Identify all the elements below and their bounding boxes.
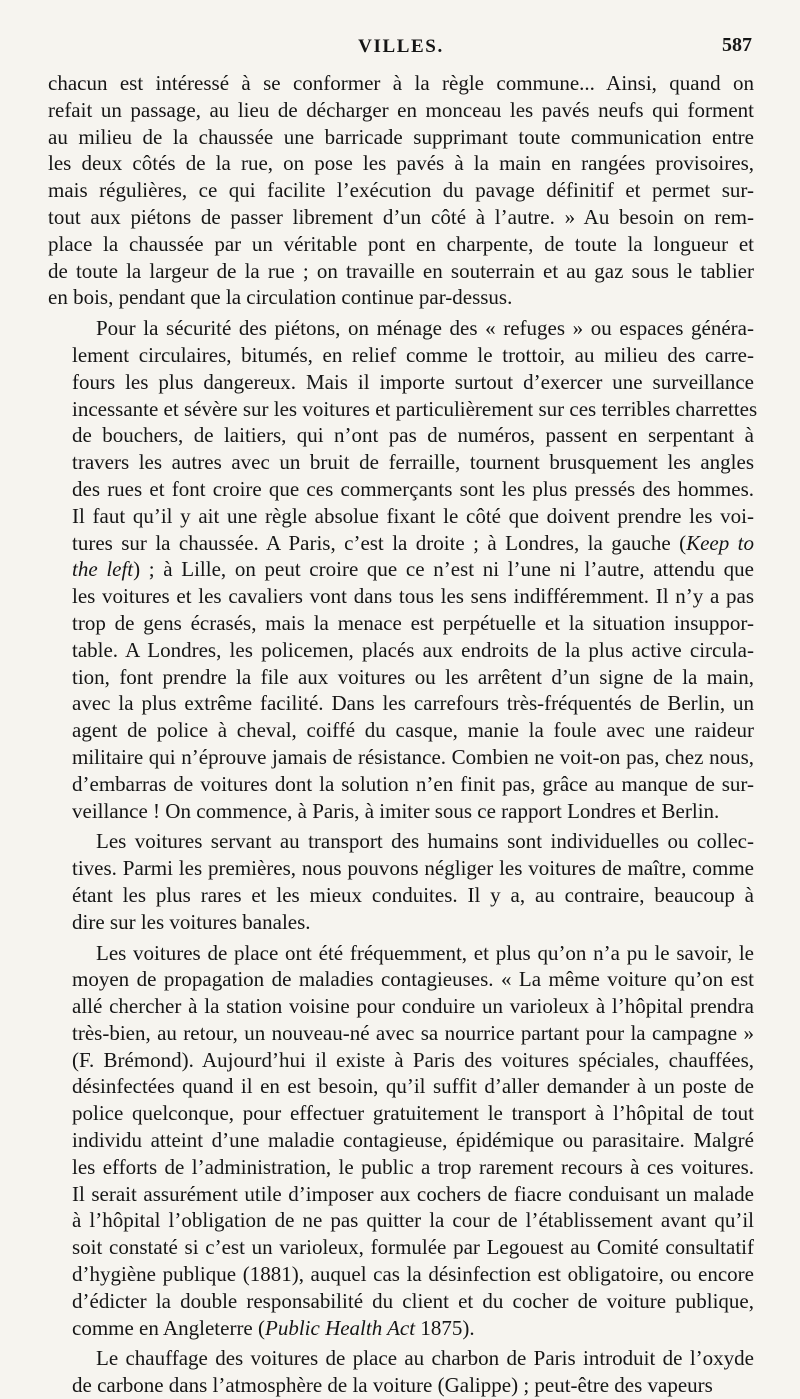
text-line: the left) ; à Lille, on peut croire que ce n’est ni l’une ni l’autre, attendu que <box>72 557 754 582</box>
paragraph <box>48 315 758 824</box>
text-line: d’hygiène publique (1881), auquel cas la désinfection est obligatoire, ou encore <box>72 1262 754 1287</box>
text-line: travers les autres avec un bruit de ferraille, tournent brusquement les angles <box>72 450 754 475</box>
text-line: étant les plus rares et les mieux conduites. Il y a, au contraire, beaucoup à <box>72 882 754 907</box>
text-line: désinfectées quand il en est besoin, qu’il suffit d’aller demander à un poste de <box>72 1074 754 1099</box>
text-line: tion, font prendre la file aux voitures ou les arrêtent d’un signe de la main, <box>72 664 754 689</box>
paragraph <box>48 1345 754 1399</box>
text-line: de toute la largeur de la rue ; on travaille en souterrain et au gaz sous le tablier <box>48 258 754 283</box>
text-line: table. A Londres, les policemen, placés aux endroits de la plus active circula- <box>72 637 754 662</box>
text-line: tout aux piétons de passer librement d’un côté à l’autre. » Au besoin on rem- <box>48 204 754 229</box>
text-line: refait un passage, au lieu de décharger en monceau les pavés neufs qui forment <box>48 97 754 122</box>
text-line: comme en Angleterre (Public Health Act 1875). <box>72 1315 475 1340</box>
running-title: VILLES. <box>358 36 444 57</box>
page-number: 587 <box>722 34 752 56</box>
text-line: allé chercher à la station voisine pour conduire un varioleux à l’hôpital prendra <box>72 994 754 1019</box>
text-line: à l’hôpital l’obligation de ne pas quitter la cour de l’établissement avant qu’il <box>72 1208 754 1233</box>
text-line: Il serait assurément utile d’imposer aux cochers de fiacre conduisant un malade <box>72 1181 754 1206</box>
text-line: Le chauffage des voitures de place au charbon de Paris introduit de l’oxyde <box>96 1346 754 1371</box>
text-line: veillance ! On commence, à Paris, à imiter sous ce rapport Londres et Berlin. <box>72 798 720 823</box>
page-body-text <box>48 70 758 1399</box>
text-line: fours les plus dangereux. Mais il importe surtout d’exercer une surveillance <box>72 369 754 394</box>
text-line: de bouchers, de laitiers, qui n’ont pas de numéros, passent en serpentant à <box>72 423 754 448</box>
running-header <box>48 26 754 70</box>
text-line: police quelconque, pour effectuer gratuitement le transport à l’hôpital de tout <box>72 1101 754 1126</box>
text-line: mais régulières, ce qui facilite l’exécution du pavage définitif et permet sur- <box>48 178 754 203</box>
paragraph <box>48 70 754 311</box>
text-line: chacun est intéressé à se conformer à la règle commune... Ainsi, quand on <box>48 71 754 95</box>
text-line: trop de gens écrasés, mais la menace est perpétuelle et la situation insuppor- <box>72 610 754 635</box>
text-line: au milieu de la chaussée une barricade supprimant toute communication entre <box>48 124 754 149</box>
text-line: place la chaussée par un véritable pont en charpente, de toute la longueur et <box>48 231 754 256</box>
text-line: d’embarras de voitures dont la solution n’en finit pas, grâce au manque de sur- <box>72 771 754 796</box>
text-line: Les voitures de place ont été fréquemment, et plus qu’on n’a pu le savoir, le <box>96 940 754 965</box>
text-line: tives. Parmi les premières, nous pouvons négliger les voitures de maître, comme <box>72 856 754 881</box>
text-line: très-bien, au retour, un nouveau-né avec sa nourrice partant pour la campagne » <box>72 1020 754 1045</box>
text-line: lement circulaires, bitumés, en relief comme le trottoir, au milieu des carre- <box>72 342 754 367</box>
text-line: d’édicter la double responsabilité du client et du cocher de voiture publique, <box>72 1288 754 1313</box>
text-line: dire sur les voitures banales. <box>72 909 311 934</box>
text-line: avec la plus extrême facilité. Dans les carrefours très-fréquentés de Berlin, un <box>72 691 754 716</box>
text-line: tures sur la chaussée. A Paris, c’est la droite ; à Londres, la gauche (Keep to <box>72 530 754 555</box>
text-line: les efforts de l’administration, le public a trop rarement recours à ces voitures. <box>72 1154 754 1179</box>
text-line: Il faut qu’il y ait une règle absolue fixant le côté que doivent prendre les voi- <box>72 503 754 528</box>
text-line: (F. Brémond). Aujourd’hui il existe à Paris des voitures spéciales, chauffées, <box>72 1047 754 1072</box>
text-line: des rues et font croire que ces commerçants sont les plus pressés des hommes. <box>72 476 754 501</box>
paragraph <box>48 940 754 1342</box>
text-line: moyen de propagation de maladies contagieuses. « La même voiture qu’on est <box>72 967 754 992</box>
text-line: les deux côtés de la rue, on pose les pavés à la main en rangées provisoires, <box>48 151 754 176</box>
text-line: militaire qui n’éprouve jamais de résistance. Combien ne voit-on pas, chez nous, <box>72 744 754 769</box>
text-line: agent de police à cheval, coiffé du casque, manie la foule avec une raideur <box>72 718 754 743</box>
text-line: les voitures et les cavaliers vont dans tous les sens indifféremment. Il n’y a pas <box>72 584 754 609</box>
text-line: incessante et sévère sur les voitures et particulièrement sur ces terribles charrettes <box>72 396 758 421</box>
text-line: Pour la sécurité des piétons, on ménage des « refuges » ou espaces généra- <box>96 316 754 341</box>
text-line: soit constaté si c’est un varioleux, formulée par Legouest au Comité consultatif <box>72 1235 754 1260</box>
text-line: de carbone dans l’atmosphère de la voiture (Galippe) ; peut-être des vapeurs <box>72 1373 713 1398</box>
paragraph <box>48 828 754 935</box>
text-line: individu atteint d’une maladie contagieuse, épidémique ou parasitaire. Malgré <box>72 1128 754 1153</box>
text-line: en bois, pendant que la circulation continue par-dessus. <box>48 285 513 310</box>
text-line: Les voitures servant au transport des humains sont individuelles ou collec- <box>96 829 754 854</box>
